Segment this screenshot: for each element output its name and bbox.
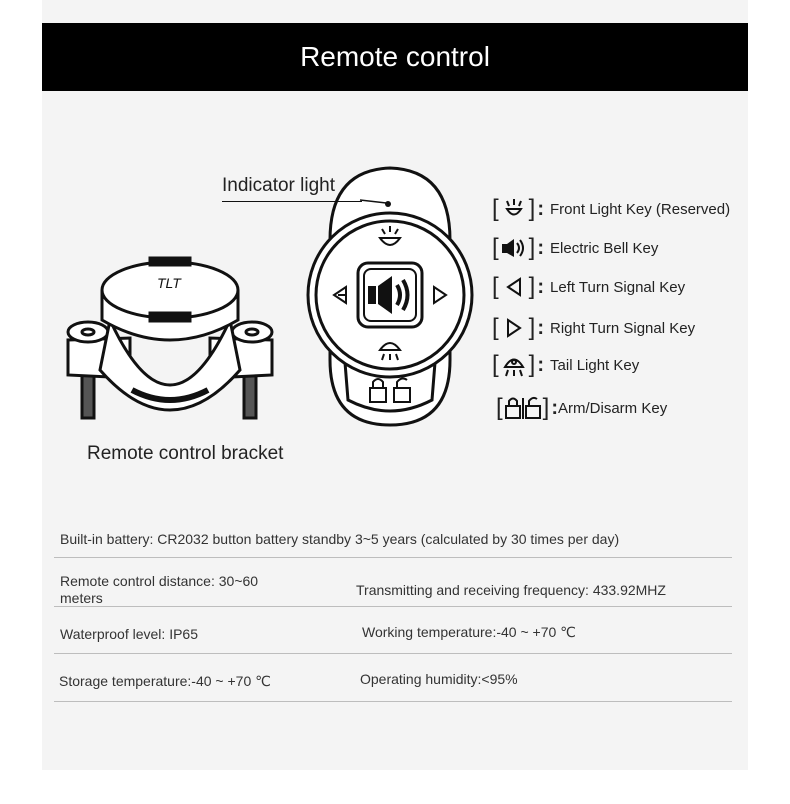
divider bbox=[54, 557, 732, 558]
lock-unlock-icon bbox=[503, 395, 543, 421]
key-label: Electric Bell Key bbox=[550, 239, 659, 257]
indicator-leader bbox=[222, 201, 362, 202]
bracket-illustration bbox=[60, 250, 290, 430]
spec-distance-2: meters bbox=[60, 590, 103, 606]
key-right-turn: [ ] : Right Turn Signal Key bbox=[492, 314, 696, 341]
spec-storage-temp: Storage temperature:-40 ~ +70 ℃ bbox=[59, 673, 271, 689]
spec-humidity: Operating humidity:<95% bbox=[360, 671, 518, 687]
key-electric-bell: [ ] : Electric Bell Key bbox=[492, 234, 659, 261]
key-tail-light: [ ] : Tail Light Key bbox=[492, 351, 640, 378]
spec-working-temp: Working temperature:-40 ~ +70 ℃ bbox=[362, 624, 576, 640]
indicator-dot bbox=[385, 201, 391, 207]
bracket-label: Remote control bracket bbox=[87, 443, 284, 464]
divider bbox=[54, 606, 732, 607]
key-label: Front Light Key (Reserved) bbox=[550, 200, 731, 218]
front-light-icon bbox=[499, 196, 529, 222]
right-arrow-icon bbox=[499, 315, 529, 341]
page-title: Remote control bbox=[300, 41, 490, 72]
key-label: Right Turn Signal Key bbox=[550, 319, 696, 337]
left-arrow-icon bbox=[499, 274, 529, 300]
divider bbox=[54, 653, 732, 654]
spec-waterproof: Waterproof level: IP65 bbox=[60, 626, 198, 642]
indicator-light-label: Indicator light bbox=[222, 175, 336, 196]
bracket-logo: TLT bbox=[157, 275, 181, 291]
key-label: Tail Light Key bbox=[550, 356, 640, 374]
spec-frequency: Transmitting and receiving frequency: 433.92MHZ bbox=[356, 582, 666, 598]
bell-speaker-icon bbox=[499, 235, 529, 261]
key-label: Arm/Disarm Key bbox=[558, 399, 668, 417]
key-arm-disarm: [ ] : Arm/Disarm Key bbox=[496, 394, 668, 421]
divider bbox=[54, 701, 732, 702]
title-bar bbox=[42, 23, 748, 91]
key-front-light: [ ] : Front Light Key (Reserved) bbox=[492, 195, 731, 222]
key-label: Left Turn Signal Key bbox=[550, 278, 686, 296]
key-left-turn: [ ] : Left Turn Signal Key bbox=[492, 273, 686, 300]
spec-battery: Built-in battery: CR2032 button battery standby 3~5 years (calculated by 30 times per day) bbox=[60, 531, 620, 547]
tail-light-icon bbox=[499, 352, 529, 378]
spec-distance-1: Remote control distance: 30~60 bbox=[60, 573, 259, 589]
